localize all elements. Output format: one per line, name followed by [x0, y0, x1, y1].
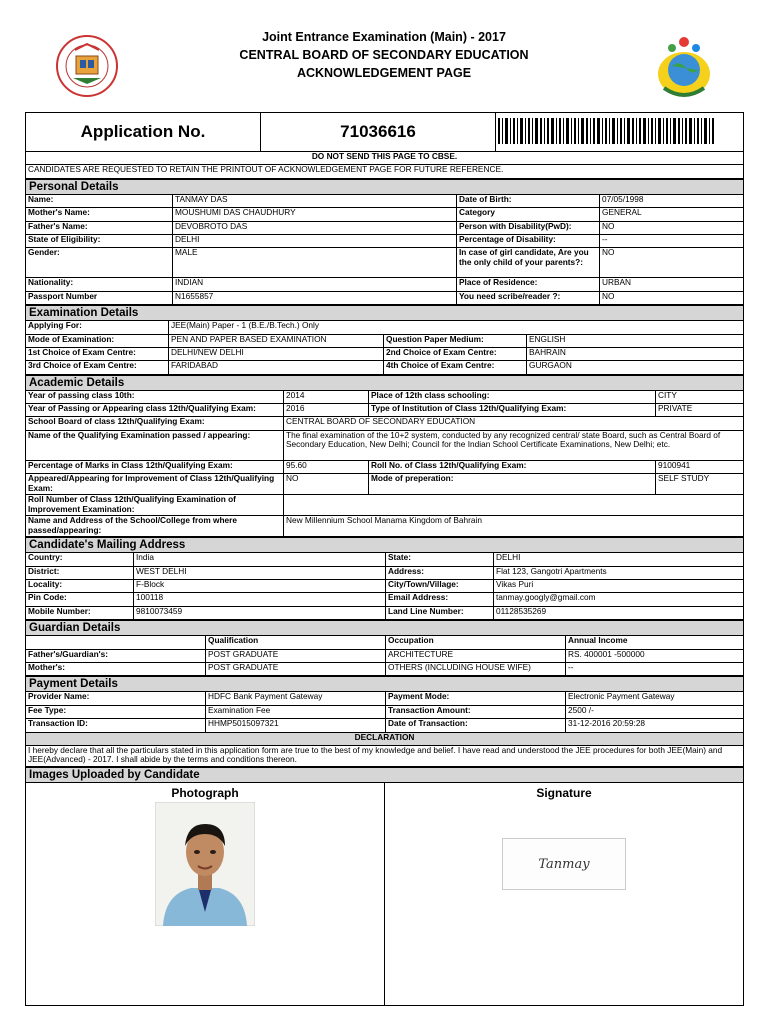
- field-value: NO: [600, 291, 744, 304]
- field-value: POST GRADUATE: [206, 662, 386, 675]
- field-value: OTHERS (INCLUDING HOUSE WIFE): [386, 662, 566, 675]
- table-row: [26, 347, 744, 360]
- field-value: 2500 /-: [566, 705, 744, 718]
- field-label: Roll No. of Class 12th/Qualifying Exam:: [369, 460, 656, 473]
- table-row: [26, 417, 744, 430]
- field-value: Flat 123, Gangotri Apartments: [494, 566, 744, 579]
- field-label: City/Town/Village:: [386, 580, 494, 593]
- field-value: [284, 495, 744, 516]
- field-value: 2016: [284, 404, 369, 417]
- field-value: 2014: [284, 390, 369, 403]
- field-label: State:: [386, 553, 494, 566]
- photograph-label: Photograph: [171, 785, 239, 800]
- field-label: Percentage of Marks in Class 12th/Qualifying Exam:: [26, 460, 284, 473]
- personal-details-table: [25, 179, 744, 305]
- header-titles: [25, 28, 743, 82]
- field-value: INDIAN: [173, 278, 457, 291]
- academic-details-table: [25, 375, 744, 538]
- field-value: --: [600, 234, 744, 247]
- field-label: Date of Transaction:: [386, 719, 566, 732]
- field-value: DELHI: [494, 553, 744, 566]
- field-label: Passport Number: [26, 291, 173, 304]
- field-value: ENGLISH: [527, 334, 744, 347]
- field-label: Date of Birth:: [457, 194, 600, 207]
- field-value: POST GRADUATE: [206, 649, 386, 662]
- field-value: DELHI/NEW DELHI: [169, 347, 384, 360]
- table-row: [26, 194, 744, 207]
- table-row: [26, 516, 744, 537]
- email-value: tanmay.googly@gmail.com: [494, 593, 744, 606]
- signature-label: Signature: [536, 785, 592, 800]
- table-row: [26, 234, 744, 247]
- field-label: 3rd Choice of Exam Centre:: [26, 361, 169, 374]
- field-label: Place of Residence:: [457, 278, 600, 291]
- field-label: 2nd Choice of Exam Centre:: [384, 347, 527, 360]
- column-header: [26, 636, 206, 649]
- field-value: 01128535269: [494, 606, 744, 619]
- field-value: 07/05/1998: [600, 194, 744, 207]
- field-label: Father's Name:: [26, 221, 173, 234]
- field-label: Mother's Name:: [26, 208, 173, 221]
- table-row: [26, 460, 744, 473]
- field-label: Place of 12th class schooling:: [369, 390, 656, 403]
- images-table: [25, 767, 744, 1006]
- field-label: Mobile Number:: [26, 606, 134, 619]
- field-value: FARIDABAD: [169, 361, 384, 374]
- field-value: PRIVATE: [656, 404, 744, 417]
- field-value: PEN AND PAPER BASED EXAMINATION: [169, 334, 384, 347]
- exam-details-table: [25, 305, 744, 375]
- field-label: Roll Number of Class 12th/Qualifying Examination of Improvement Examination:: [26, 495, 284, 516]
- field-label: School Board of class 12th/Qualifying Exam:: [26, 417, 284, 430]
- table-row: [26, 221, 744, 234]
- barcode-icon: [498, 116, 738, 146]
- field-value: New Millennium School Manama Kingdom of Bahrain: [284, 516, 744, 537]
- table-row: [26, 390, 744, 403]
- table-row: [26, 278, 744, 291]
- table-row: [26, 334, 744, 347]
- signature-image: Tanmay: [502, 838, 626, 890]
- field-label: Locality:: [26, 580, 134, 593]
- field-label: Year of Passing or Appearing class 12th/Qualifying Exam:: [26, 404, 284, 417]
- field-label: Percentage of Disability:: [457, 234, 600, 247]
- field-label: Transaction Amount:: [386, 705, 566, 718]
- section-personal-title: Personal Details: [26, 179, 744, 194]
- table-row: [26, 208, 744, 221]
- field-value: 95.60: [284, 460, 369, 473]
- field-label: Gender:: [26, 248, 173, 278]
- field-value: HDFC Bank Payment Gateway: [206, 692, 386, 705]
- field-label: Mode of preperation:: [369, 474, 656, 495]
- signature-cell: [385, 782, 744, 1005]
- field-label: 1st Choice of Exam Centre:: [26, 347, 169, 360]
- table-row: [26, 553, 744, 566]
- declaration-title: DECLARATION: [26, 732, 744, 745]
- table-row: [26, 248, 744, 278]
- section-guardian-title: Guardian Details: [26, 621, 744, 636]
- field-label: Country:: [26, 553, 134, 566]
- field-value: NO: [284, 474, 369, 495]
- field-label: Name of the Qualifying Examination passed / appearing:: [26, 430, 284, 460]
- jee-logo-icon: [650, 30, 718, 102]
- column-header: Occupation: [386, 636, 566, 649]
- field-label: Mother's:: [26, 662, 206, 675]
- field-label: Appeared/Appearing for Improvement of Class 12th/Qualifying Exam:: [26, 474, 284, 495]
- column-header: Qualification: [206, 636, 386, 649]
- field-label: District:: [26, 566, 134, 579]
- field-value: URBAN: [600, 278, 744, 291]
- table-row: [26, 692, 744, 705]
- table-row: [26, 662, 744, 675]
- application-no-value: 71036616: [261, 113, 496, 152]
- field-label: Name and Address of the School/College from where passed/appearing:: [26, 516, 284, 537]
- field-label: Land Line Number:: [386, 606, 494, 619]
- table-row: [26, 404, 744, 417]
- field-value: JEE(Main) Paper - 1 (B.E./B.Tech.) Only: [169, 321, 744, 334]
- field-value: Vikas Puri: [494, 580, 744, 593]
- field-label: Email Address:: [386, 593, 494, 606]
- field-value: SELF STUDY: [656, 474, 744, 495]
- application-table: [25, 112, 744, 179]
- field-value: Electronic Payment Gateway: [566, 692, 744, 705]
- field-label: Payment Mode:: [386, 692, 566, 705]
- table-row: [26, 649, 744, 662]
- table-header-row: [26, 636, 744, 649]
- page-title: ACKNOWLEDGEMENT PAGE: [296, 66, 472, 80]
- field-label: Type of Institution of Class 12th/Qualifying Exam:: [369, 404, 656, 417]
- field-value: 31-12-2016 20:59:28: [566, 719, 744, 732]
- field-value: 9100941: [656, 460, 744, 473]
- section-academic-title: Academic Details: [26, 375, 744, 390]
- field-label: Address:: [386, 566, 494, 579]
- declaration-text: I hereby declare that all the particulars stated in this application form are true to the best of my knowledge and belief. I have read and understood the JEE procedures for both JEE(Main) and JEE(Advanced) - 2017. I shall abide by the terms and conditions thereon.: [26, 745, 744, 766]
- application-no-label: Application No.: [26, 113, 261, 152]
- field-value: HHMP5015097321: [206, 719, 386, 732]
- field-value: NO: [600, 221, 744, 234]
- field-label: Person with Disability(PwD):: [457, 221, 600, 234]
- field-label: 4th Choice of Exam Centre:: [384, 361, 527, 374]
- do-not-send-notice: DO NOT SEND THIS PAGE TO CBSE.: [26, 152, 744, 165]
- barcode: [496, 113, 744, 152]
- page-header: [25, 0, 743, 112]
- field-label: In case of girl candidate, Are you the only child of your parents?:: [457, 248, 600, 278]
- field-value: CENTRAL BOARD OF SECONDARY EDUCATION: [284, 417, 744, 430]
- table-row: [26, 705, 744, 718]
- table-row: [26, 495, 744, 516]
- payment-details-table: [25, 676, 744, 767]
- field-label: Year of passing class 10th:: [26, 390, 284, 403]
- field-value: ARCHITECTURE: [386, 649, 566, 662]
- field-label: Nationality:: [26, 278, 173, 291]
- table-row: [26, 719, 744, 732]
- field-label: Category: [457, 208, 600, 221]
- board-title: CENTRAL BOARD OF SECONDARY EDUCATION: [239, 48, 529, 62]
- field-label: Name:: [26, 194, 173, 207]
- table-row: [26, 566, 744, 579]
- field-value: MOUSHUMI DAS CHAUDHURY: [173, 208, 457, 221]
- table-row: [26, 580, 744, 593]
- field-value: NO: [600, 248, 744, 278]
- section-exam-title: Examination Details: [26, 306, 744, 321]
- field-value: F-Block: [134, 580, 386, 593]
- field-value: Examination Fee: [206, 705, 386, 718]
- field-label: Transaction ID:: [26, 719, 206, 732]
- table-row: [26, 430, 744, 460]
- photograph-image: [155, 802, 255, 926]
- field-value: 100118: [134, 593, 386, 606]
- table-row: [26, 474, 744, 495]
- field-value: RS. 400001 -500000: [566, 649, 744, 662]
- table-row: [26, 291, 744, 304]
- field-label: Fee Type:: [26, 705, 206, 718]
- field-value: GENERAL: [600, 208, 744, 221]
- field-value: CITY: [656, 390, 744, 403]
- field-label: Father's/Guardian's:: [26, 649, 206, 662]
- section-payment-title: Payment Details: [26, 677, 744, 692]
- exam-title: Joint Entrance Examination (Main) - 2017: [262, 30, 506, 44]
- field-value: 9810073459: [134, 606, 386, 619]
- field-value: DEVOBROTO DAS: [173, 221, 457, 234]
- field-label: You need scribe/reader ?:: [457, 291, 600, 304]
- field-value: WEST DELHI: [134, 566, 386, 579]
- guardian-details-table: [25, 620, 744, 676]
- field-value: India: [134, 553, 386, 566]
- field-label: Provider Name:: [26, 692, 206, 705]
- field-label: Pin Code:: [26, 593, 134, 606]
- field-label: State of Eligibility:: [26, 234, 173, 247]
- field-label: Mode of Examination:: [26, 334, 169, 347]
- field-value: --: [566, 662, 744, 675]
- field-label: Question Paper Medium:: [384, 334, 527, 347]
- field-value: GURGAON: [527, 361, 744, 374]
- column-header: Annual Income: [566, 636, 744, 649]
- section-mailing-title: Candidate's Mailing Address: [26, 538, 744, 553]
- table-row: [26, 606, 744, 619]
- field-value: DELHI: [173, 234, 457, 247]
- field-value: The final examination of the 10+2 system, conducted by any recognized central/ state Board, such as Central Board of Secondary Education, New Delhi; Council for the Indian School Certificate Examinations, New Delhi; etc.: [284, 430, 744, 460]
- table-row: [26, 361, 744, 374]
- field-value: N1655857: [173, 291, 457, 304]
- section-images-title: Images Uploaded by Candidate: [26, 767, 744, 782]
- mailing-address-table: [25, 537, 744, 620]
- retain-notice: CANDIDATES ARE REQUESTED TO RETAIN THE PRINTOUT OF ACKNOWLEDGEMENT PAGE FOR FUTURE REFERENCE.: [26, 165, 744, 178]
- table-row: [26, 593, 744, 606]
- table-row: [26, 321, 744, 334]
- field-value: BAHRAIN: [527, 347, 744, 360]
- field-value: MALE: [173, 248, 457, 278]
- photograph-cell: [26, 782, 385, 1005]
- field-value: TANMAY DAS: [173, 194, 457, 207]
- field-label: Applying For:: [26, 321, 169, 334]
